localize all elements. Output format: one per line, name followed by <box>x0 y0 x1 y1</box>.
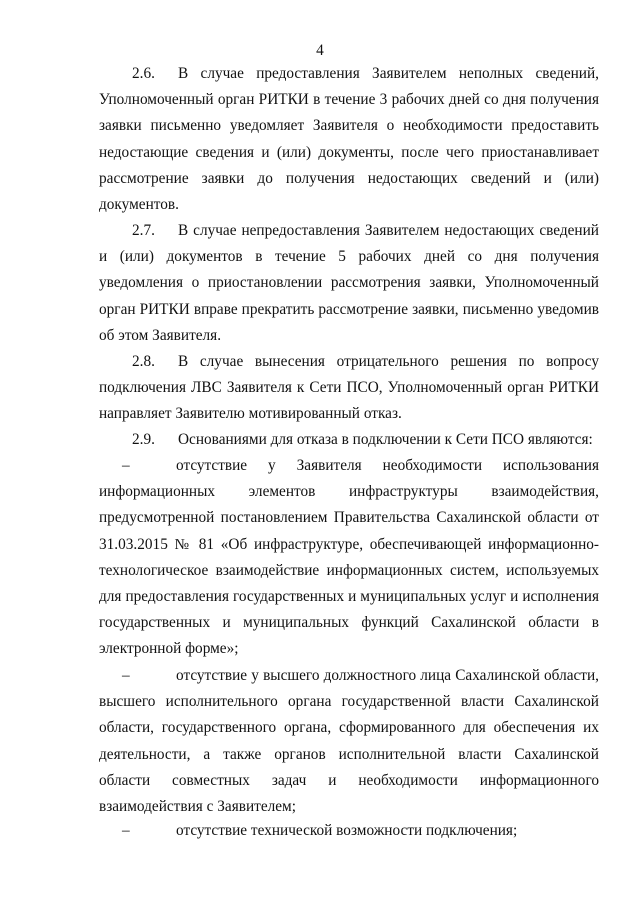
list-item-text: отсутствие технической возможности подключения; <box>176 822 518 839</box>
paragraph-2-9 <box>99 427 599 453</box>
paragraph-number: 2.7. <box>132 222 155 239</box>
paragraph-2-8 <box>99 349 599 428</box>
list-item <box>99 453 599 663</box>
dash-bullet: – <box>122 667 130 684</box>
dash-bullet: – <box>122 822 130 839</box>
paragraph-number: 2.6. <box>132 65 155 82</box>
list-item-text: отсутствие у Заявителя необходимости использования информационных элементов инфраструктуры взаимодействия, предусмотренной постановлением Правительства Сахалинской области от 31.03.2015 № 81 «Об инфраструктуре, обеспечивающей информационно-технологическое взаимодействие информационных систем, используемых для предоставления государственных и муниципальных услуг и исполнения государственных и муниципальных функций Сахалинской области в электронной форме»; <box>99 457 599 658</box>
paragraph-text: В случае предоставления Заявителем неполных сведений, Уполномоченный орган РИТКИ в течение 3 рабочих дней со дня получения заявки письменно уведомляет Заявителя о необходимости предоставить недостающие сведения и (или) документы, после чего приостанавливает рассмотрение заявки до получения недостающих сведений и (или) документов. <box>99 65 599 214</box>
list-item-text: отсутствие у высшего должностного лица Сахалинской области, высшего исполнительного органа государственной власти Сахалинской области, государственного органа, сформированного для обеспечения их деятельности, а также органов исполнительной власти Сахалинской области совместных задач и необходимости информационного взаимодействия с Заявителем; <box>99 667 599 816</box>
paragraph-text: В случае вынесения отрицательного решения по вопросу подключения ЛВС Заявителя к Сети ПСО, Уполномоченный орган РИТКИ направляет Заявителю мотивированный отказ. <box>99 353 599 423</box>
paragraph-number: 2.8. <box>132 353 155 370</box>
paragraph-2-7 <box>99 218 599 349</box>
list-item <box>99 818 599 844</box>
dash-bullet: – <box>122 457 130 474</box>
paragraph-text: Основаниями для отказа в подключении к Сети ПСО являются: <box>178 431 593 448</box>
page-number: 4 <box>316 42 324 59</box>
paragraph-2-6 <box>99 61 599 218</box>
list-item <box>99 663 599 820</box>
paragraph-text: В случае непредоставления Заявителем недостающих сведений и (или) документов в течение 5 рабочих дней со дня получения уведомления о приостановлении рассмотрения заявки, Уполномоченный орган РИТКИ вправе прекратить рассмотрение заявки, письменно уведомив об этом Заявителя. <box>99 222 599 344</box>
paragraph-number: 2.9. <box>132 431 155 448</box>
